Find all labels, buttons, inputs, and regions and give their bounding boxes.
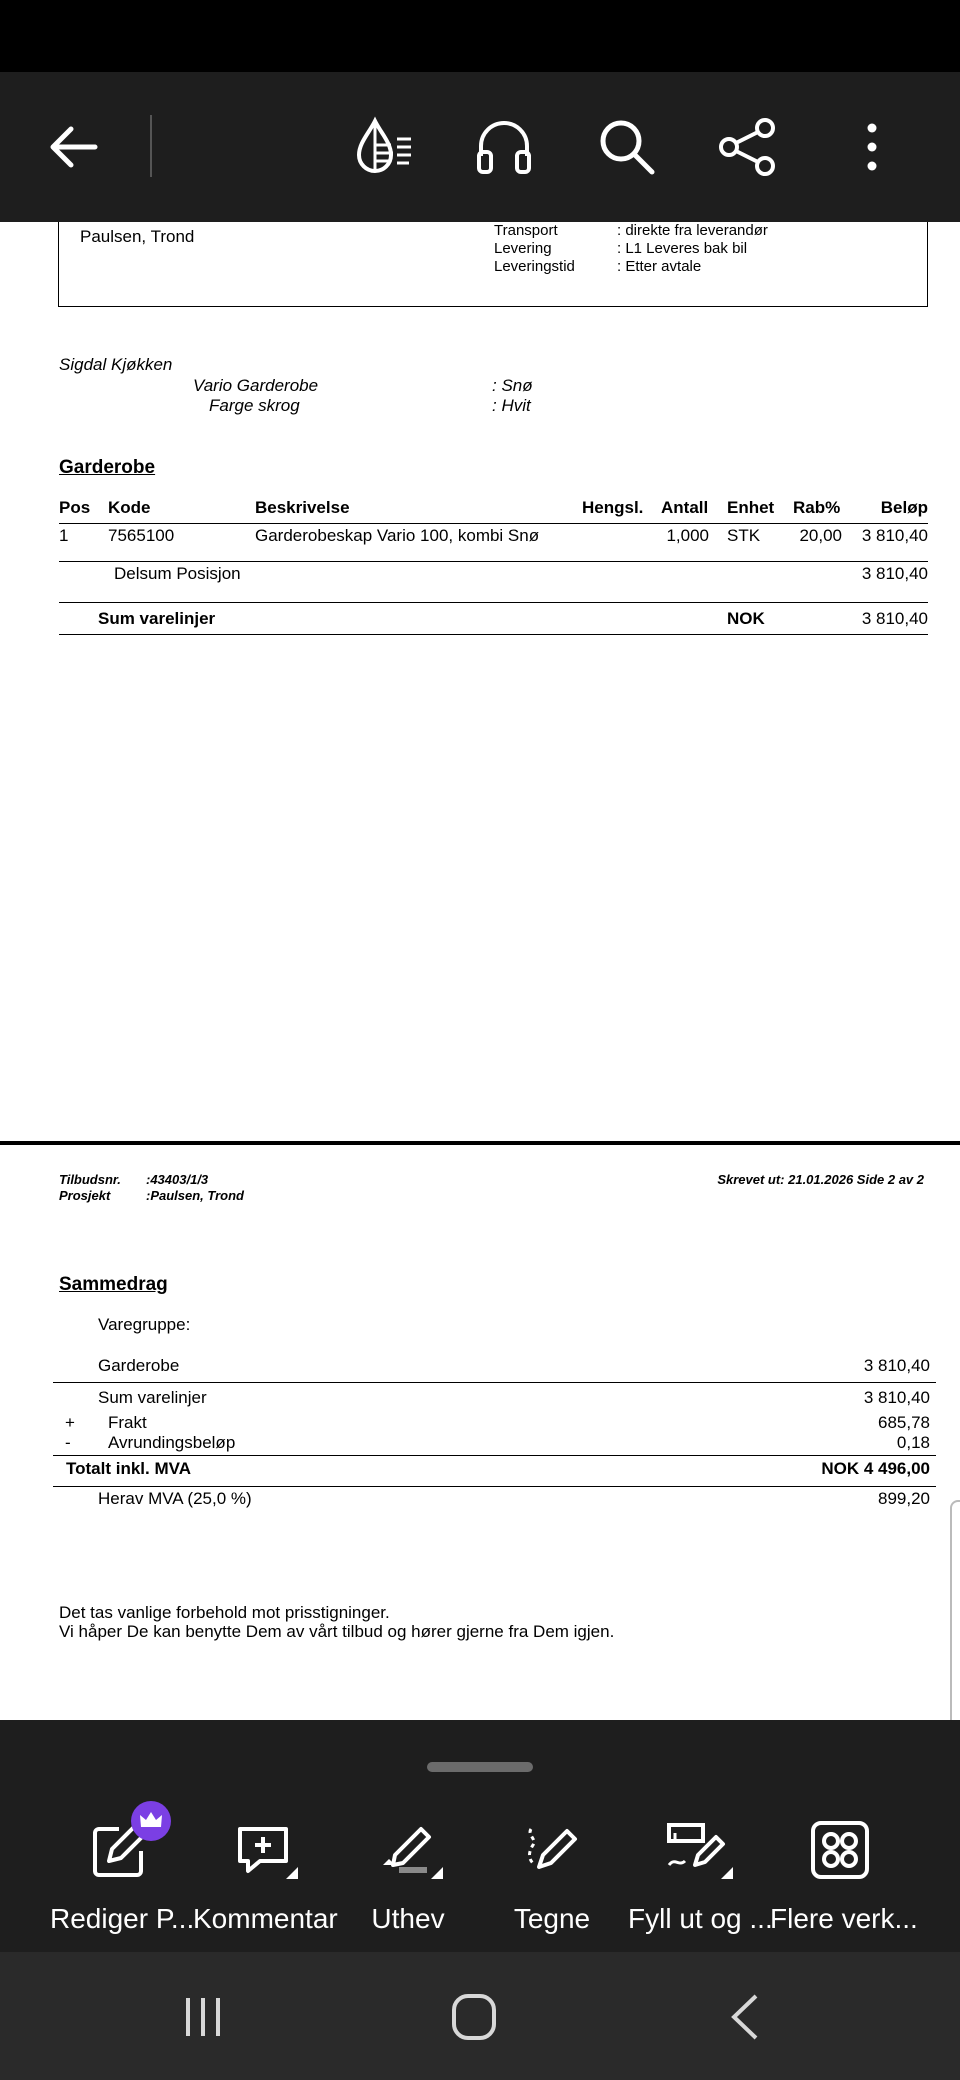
- shipping-label-levering: Levering: [494, 240, 552, 257]
- avrunding-value: 0,18: [896, 1433, 930, 1452]
- total-value: NOK 4 496,00: [821, 1459, 930, 1478]
- premium-crown-icon: [131, 1801, 171, 1841]
- system-nav-bar: [0, 1952, 960, 2080]
- drag-handle[interactable]: [427, 1762, 533, 1772]
- frakt-value: 685,78: [878, 1413, 930, 1432]
- shipping-value-transport: : direkte fra leverandør: [617, 222, 768, 239]
- attribute-value: : Snø: [492, 376, 533, 395]
- project-value: :Paulsen, Trond: [146, 1188, 244, 1203]
- varegruppe-label: Varegruppe:: [98, 1315, 191, 1334]
- col-header-enhet: Enhet: [727, 498, 775, 517]
- delsum-rule: [59, 602, 928, 603]
- tool-label: Fyll ut og ...: [628, 1903, 773, 1934]
- draw-icon: [517, 1815, 587, 1885]
- quote-number-label: Tilbudsnr.: [59, 1172, 121, 1187]
- footer-text-1: Det tas vanlige forbehold mot prisstigninger.: [59, 1603, 390, 1622]
- edit-pdf-icon: [85, 1815, 155, 1885]
- shipping-label-transport: Transport: [494, 222, 558, 239]
- col-header-hengsl: Hengsl.: [582, 498, 644, 517]
- customer-name: Paulsen, Trond: [80, 227, 195, 246]
- more-vertical-icon[interactable]: [837, 112, 907, 182]
- home-icon[interactable]: [450, 1990, 500, 2044]
- garderobe-value: 3 810,40: [863, 1356, 930, 1375]
- sum-varelinjer-label: Sum varelinjer: [98, 609, 216, 628]
- back-nav-icon[interactable]: [726, 1992, 766, 2042]
- total-label: Totalt inkl. MVA: [66, 1459, 191, 1478]
- top-toolbar: [0, 72, 960, 222]
- delsum-label: Delsum Posisjon: [114, 564, 241, 583]
- tool-edit-pdf[interactable]: [50, 1815, 195, 1935]
- col-header-belop: Beløp: [880, 498, 928, 517]
- project-label: Prosjekt: [59, 1188, 111, 1203]
- tool-more-tools[interactable]: [770, 1815, 918, 1935]
- summary-title: Sammedrag: [59, 1274, 168, 1295]
- frakt-sign: +: [65, 1413, 75, 1432]
- cell-beskrivelse: Garderobeskap Vario 100, kombi Snø: [255, 526, 540, 545]
- total-bottom-rule: [53, 1486, 936, 1487]
- sum-varelinjer-value: 3 810,40: [861, 609, 928, 628]
- fill-sign-icon: [663, 1815, 733, 1885]
- tool-label: Tegne: [513, 1903, 591, 1934]
- tool-label: Rediger P...: [50, 1903, 195, 1934]
- share-icon[interactable]: [713, 112, 783, 182]
- attribute-label: Vario Garderobe: [193, 376, 319, 395]
- reading-mode-icon[interactable]: [348, 112, 418, 182]
- more-tools-icon: [805, 1815, 875, 1885]
- table-row-rule: [59, 561, 928, 562]
- sum-currency: NOK: [727, 609, 765, 628]
- quote-number-value: :43403/1/3: [146, 1172, 209, 1187]
- summary-rule: [53, 1382, 936, 1383]
- tool-highlight[interactable]: [338, 1815, 478, 1935]
- cell-rab: 20,00: [799, 526, 842, 545]
- attribute-value: : Hvit: [492, 396, 531, 415]
- printed-date-page: Skrevet ut: 21.01.2026 Side 2 av 2: [717, 1172, 924, 1187]
- sum-rule: [59, 634, 928, 635]
- cell-antall: 1,000: [666, 526, 709, 545]
- total-top-rule: [53, 1455, 936, 1456]
- tool-comment[interactable]: [193, 1815, 338, 1935]
- sum-varelinjer-label: Sum varelinjer: [98, 1388, 207, 1407]
- table-header-rule: [59, 523, 928, 524]
- cell-pos: 1: [59, 526, 69, 545]
- toolbar-separator: [150, 115, 152, 177]
- tool-label: Flere verk...: [770, 1903, 918, 1934]
- col-header-antall: Antall: [661, 498, 709, 517]
- section-title: Garderobe: [59, 457, 156, 478]
- highlight-icon: [373, 1815, 443, 1885]
- attribute-label: Farge skrog: [209, 396, 300, 415]
- shipping-value-leveringstid: : Etter avtale: [617, 258, 702, 275]
- bottom-toolbar: [0, 1720, 960, 1952]
- status-bar: [0, 0, 960, 72]
- document-page-1: [0, 222, 960, 1142]
- tool-label: Uthev: [371, 1903, 445, 1934]
- tool-label: Kommentar: [193, 1903, 338, 1934]
- col-header-pos: Pos: [59, 498, 91, 517]
- mva-label: Herav MVA (25,0 %): [98, 1489, 252, 1508]
- delsum-value: 3 810,40: [861, 564, 928, 583]
- document-page-2: [0, 1145, 960, 1720]
- avrunding-sign: -: [65, 1433, 71, 1452]
- col-header-rab: Rab%: [793, 498, 841, 517]
- comment-icon: [228, 1815, 298, 1885]
- back-arrow-icon[interactable]: [38, 112, 108, 182]
- col-header-beskrivelse: Beskrivelse: [255, 498, 350, 517]
- garderobe-label: Garderobe: [98, 1356, 180, 1375]
- cell-belop: 3 810,40: [861, 526, 928, 545]
- search-icon[interactable]: [592, 112, 662, 182]
- shipping-label-leveringstid: Leveringstid: [494, 258, 575, 275]
- mva-value: 899,20: [878, 1489, 930, 1508]
- footer-text-2: Vi håper De kan benytte Dem av vårt tilbud og hører gjerne fra Dem igjen.: [59, 1622, 615, 1641]
- shipping-value-levering: : L1 Leveres bak bil: [617, 240, 748, 257]
- headphones-icon[interactable]: [469, 112, 539, 182]
- sum-varelinjer-value: 3 810,40: [863, 1388, 930, 1407]
- cell-kode: 7565100: [108, 526, 175, 545]
- tool-fill-sign[interactable]: [628, 1815, 773, 1935]
- supplier-name: Sigdal Kjøkken: [59, 355, 173, 374]
- recent-apps-icon[interactable]: [178, 1992, 228, 2042]
- avrunding-label: Avrundingsbeløp: [108, 1433, 236, 1452]
- cell-enhet: STK: [727, 526, 761, 545]
- frakt-label: Frakt: [108, 1413, 147, 1432]
- col-header-kode: Kode: [108, 498, 151, 517]
- tool-draw[interactable]: [482, 1815, 622, 1935]
